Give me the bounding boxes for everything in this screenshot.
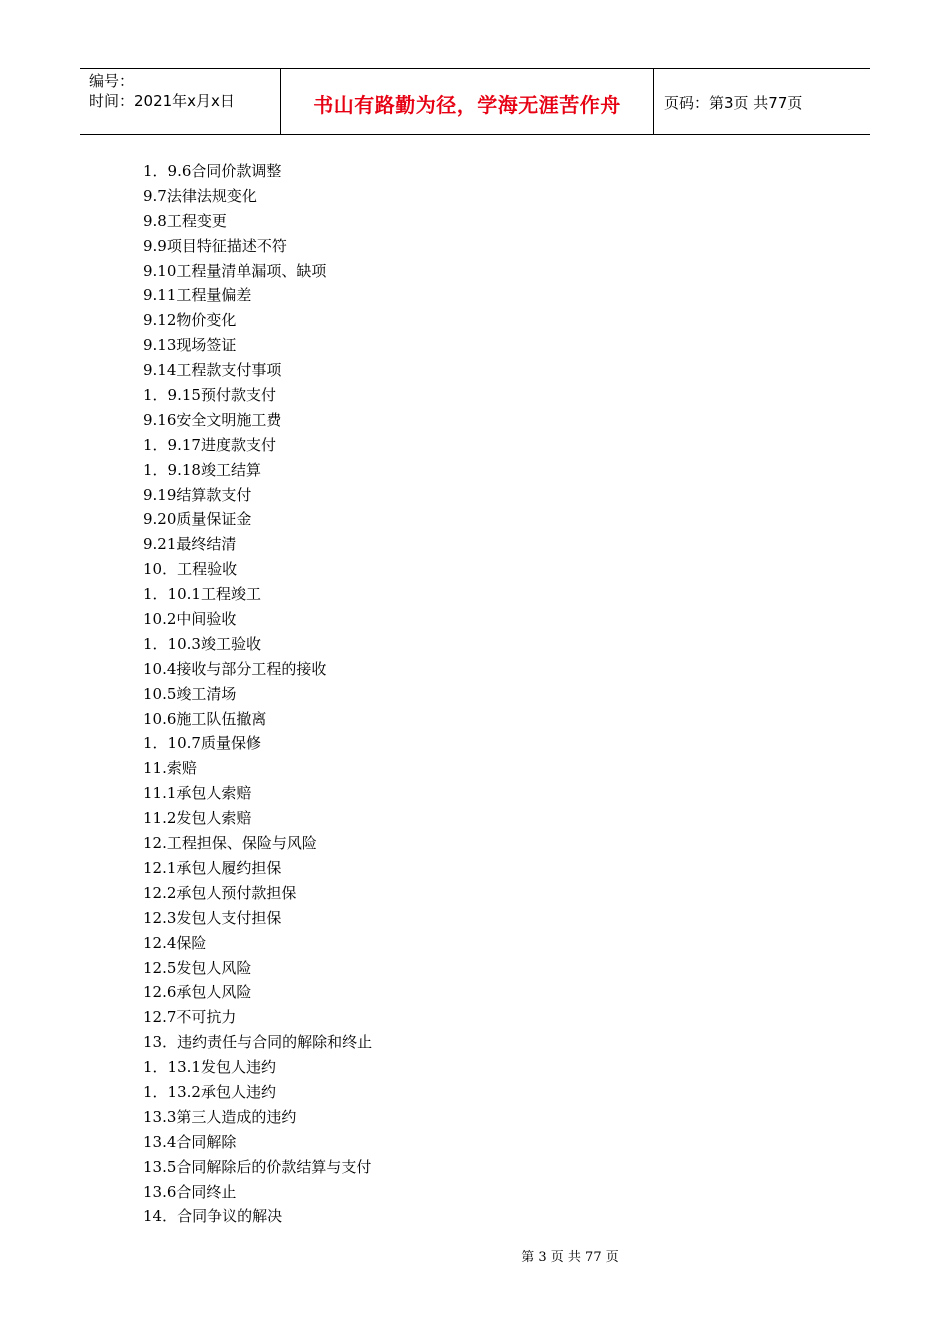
toc-entry: 9.19结算款支付: [143, 485, 252, 504]
toc-entry: 9.21最终结清: [143, 535, 237, 554]
document-number-label: 编号：: [89, 72, 135, 90]
toc-entry: 12.7不可抗力: [143, 1008, 237, 1027]
toc-entry: 10.2中间验收: [143, 610, 237, 629]
toc-entry: 9.10工程量清单漏项、缺项: [143, 261, 327, 280]
toc-entry: 1．10.7质量保修: [143, 734, 261, 753]
toc-entry: 1．9.17进度款支付: [143, 435, 276, 454]
toc-entry: 9.11工程量偏差: [143, 286, 252, 305]
toc-entry: 12.工程担保、保险与风险: [143, 834, 317, 853]
toc-entry: 9.12物价变化: [143, 311, 237, 330]
toc-entry: 9.9项目特征描述不符: [143, 236, 287, 255]
toc-entry: 11.1承包人索赔: [143, 784, 252, 803]
toc-entry: 12.4保险: [143, 933, 207, 952]
page-header: [80, 68, 870, 135]
toc-entry: 10.6施工队伍撤离: [143, 709, 267, 728]
toc-entry: 11.索赔: [143, 759, 197, 778]
header-motto: 书山有路勤为径，学海无涯苦作舟: [281, 69, 654, 134]
toc-entry: 12.3发包人支付担保: [143, 908, 282, 927]
table-of-contents: [143, 159, 372, 1229]
toc-entry: 9.14工程款支付事项: [143, 361, 282, 380]
toc-entry: 1．9.6合同价款调整: [143, 162, 282, 180]
toc-entry: 12.5发包人风险: [143, 958, 252, 977]
toc-entry: 10.5竣工清场: [143, 684, 237, 703]
toc-entry: 1．13.1发包人违约: [143, 1058, 276, 1077]
document-time-label: 时间：2021年x月x日: [89, 92, 235, 110]
toc-entry: 12.2承包人预付款担保: [143, 883, 297, 902]
toc-entry: 9.16安全文明施工费: [143, 410, 282, 429]
toc-entry: 13．违约责任与合同的解除和终止: [143, 1033, 373, 1052]
toc-entry: 11.2发包人索赔: [143, 809, 252, 828]
header-page-info: 页码：第3页 共77页: [664, 94, 803, 112]
toc-entry: 1．10.3竣工验收: [143, 634, 261, 653]
toc-entry: 12.1承包人履约担保: [143, 858, 282, 877]
toc-entry: 10.4接收与部分工程的接收: [143, 659, 327, 678]
toc-entry: 9.13现场签证: [143, 336, 237, 355]
toc-entry: 13.5合同解除后的价款结算与支付: [143, 1157, 372, 1176]
toc-entry: 12.6承包人风险: [143, 983, 252, 1002]
toc-entry: 13.3第三人造成的违约: [143, 1107, 297, 1126]
toc-entry: 14．合同争议的解决: [143, 1207, 283, 1226]
toc-entry: 13.4合同解除: [143, 1132, 237, 1151]
toc-entry: 9.20质量保证金: [143, 510, 252, 529]
toc-entry: 1．13.2承包人违约: [143, 1082, 276, 1101]
header-meta-cell: [80, 69, 281, 134]
toc-entry: 10．工程验收: [143, 560, 238, 579]
toc-entry: 1．10.1工程竣工: [143, 585, 261, 604]
toc-entry: 9.7法律法规变化: [143, 186, 257, 205]
toc-entry: 1．9.18竣工结算: [143, 460, 261, 479]
toc-entry: 13.6合同终止: [143, 1182, 237, 1201]
toc-entry: 9.8工程变更: [143, 211, 227, 230]
toc-entry: 1．9.15预付款支付: [143, 386, 276, 405]
page-footer: 第 3 页 共 77 页: [521, 1250, 619, 1265]
